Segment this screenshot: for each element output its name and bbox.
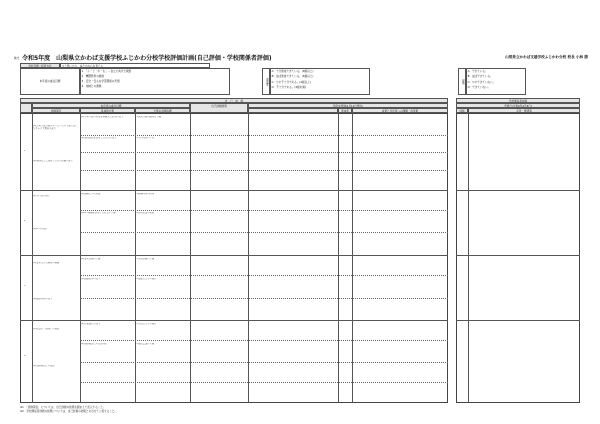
- target-cell: (2)ICT機器を活用した授業の実施: [81, 212, 116, 214]
- measure-cell: ①教育計画の適切な実施: [136, 116, 162, 118]
- target-cell: (1)情報発信の充実: [81, 323, 101, 325]
- col-target: 具体的方策: [80, 108, 135, 113]
- measure-cell: ②活用状況の把握: [136, 212, 155, 214]
- eval-item-cell: (1)児童生徒の障害や一人一人の実態に応じたキャリア教育の充実: [33, 125, 78, 130]
- col-achieve: 達成度: [338, 108, 352, 113]
- measure-cell: ②学習内容の工夫: [136, 137, 155, 139]
- footnote-1: ※1 「評価項目」については、自己評価の結果を踏まえて記入すること。: [20, 406, 106, 409]
- eval-item-cell: (2)ICTの活用: [33, 228, 47, 230]
- target-cell: (1)安全点検の実施: [81, 258, 101, 260]
- section-related-eval: 学校関係者評価: [456, 98, 580, 103]
- measure-cell: ①学校だよりの発行: [136, 323, 157, 325]
- eval-scale-item: D：できていない。: [467, 86, 491, 90]
- related-eval-table: [456, 113, 580, 403]
- page-title: 令和5年度 山梨県立かわば支援学校ふじかわ分校学校評価計画(自己評価・学校関係者評価): [22, 55, 272, 62]
- focus-item: 2 精選教育の推進: [81, 74, 104, 78]
- col-result: 成果と次年度への課題・改善策: [352, 108, 448, 113]
- col-rel-opinion: 意見・要望等: [468, 108, 580, 113]
- col-final: 年度末評価(1月10日現在): [248, 103, 448, 108]
- target-cell: (1)研修会への参加: [81, 193, 101, 195]
- eval-scale-item: C：ややできていない。: [467, 80, 496, 84]
- eval-item-cell: (2)関係機関との連携: [33, 365, 55, 367]
- col-measure: 方策の評価指標: [135, 108, 190, 113]
- target-cell: (2)地域資源を活用した学習の充実: [81, 137, 117, 139]
- focus-item: 1 「ふ・じ・か・わ」…自立に向けた取組: [81, 69, 132, 73]
- achieve-scale-item: C：やや不十分である。(4割以上): [271, 80, 311, 84]
- achieve-scale-label: 達成度: [262, 68, 270, 95]
- achieve-scale-item: D：不十分である。(4割未満): [271, 86, 306, 90]
- focus-item: 3 安全・安心な学習環境の実現: [81, 79, 120, 83]
- eval-item-cell: (1)保護者・地域との連携: [33, 328, 60, 330]
- achieve-scale-item: B：ほぼ達成できている。(6割以上): [271, 75, 314, 79]
- col-no: [20, 103, 32, 113]
- eval-scale-item: A：できている。: [467, 69, 488, 73]
- eval-scale-label: 評価: [458, 68, 466, 95]
- section-self-eval: 自 己 評 価: [20, 98, 448, 103]
- target-cell: (2)保健指導の充実: [81, 278, 101, 280]
- group-no-1: 1: [24, 150, 26, 152]
- achieve-scale-list: [270, 68, 370, 95]
- group-no-2: 2: [24, 220, 26, 222]
- measure-cell: ②保健だよりの発行: [136, 278, 157, 280]
- school-name: 山梨県立かわば支援学校ふじかわ分校 校長 小林 勝: [505, 55, 588, 59]
- col-eval-item: 評価項目: [32, 108, 80, 113]
- measure-cell: ②連携会議の実施: [136, 343, 155, 345]
- goal-value: ひと思いやり、ゆたかな心を育てる: [60, 63, 210, 68]
- form-tag: 様式: [14, 57, 20, 60]
- eval-item-cell: (1)安全な学習環境の整備: [33, 262, 60, 264]
- eval-item-cell: (2)地域社会と連携した学習活動の充実: [33, 160, 74, 162]
- measure-cell: ①定期点検の実施: [136, 258, 155, 260]
- col-rel-date: 実施日(令和6年2月8日): [456, 103, 580, 108]
- focus-item: 4 地域との連携: [81, 84, 102, 88]
- col-rel-eval: 評価: [456, 108, 468, 113]
- eval-scale-list: [466, 68, 526, 95]
- group-no-4: 4: [24, 355, 26, 357]
- target-cell: (2)関係機関との情報共有: [81, 343, 108, 345]
- col-mid: 自己評価結果: [190, 103, 248, 113]
- measure-cell: ①研修内容の活用: [136, 193, 155, 195]
- col-plan: 本年度の重点目標: [32, 103, 190, 108]
- eval-scale-item: B：ほぼできている。: [467, 75, 493, 79]
- goal-label: 学校目標・経営方針: [20, 63, 60, 68]
- focus-label: 本年度の重点目標: [20, 68, 80, 95]
- eval-item-cell: (1)専門性の向上: [33, 195, 51, 197]
- focus-list: [80, 68, 230, 95]
- eval-item-cell: (2)健康管理の充実: [33, 298, 53, 300]
- target-cell: (1)児童生徒の将来を見据えた指導の充実: [81, 116, 124, 118]
- footnote-2: ※2 学校関係者評価の結果については、自己評価の結果とあわせて公表すること。: [20, 410, 118, 413]
- group-no-3: 3: [24, 285, 26, 287]
- achieve-scale-item: A：十分達成できている。(8割以上): [271, 69, 314, 73]
